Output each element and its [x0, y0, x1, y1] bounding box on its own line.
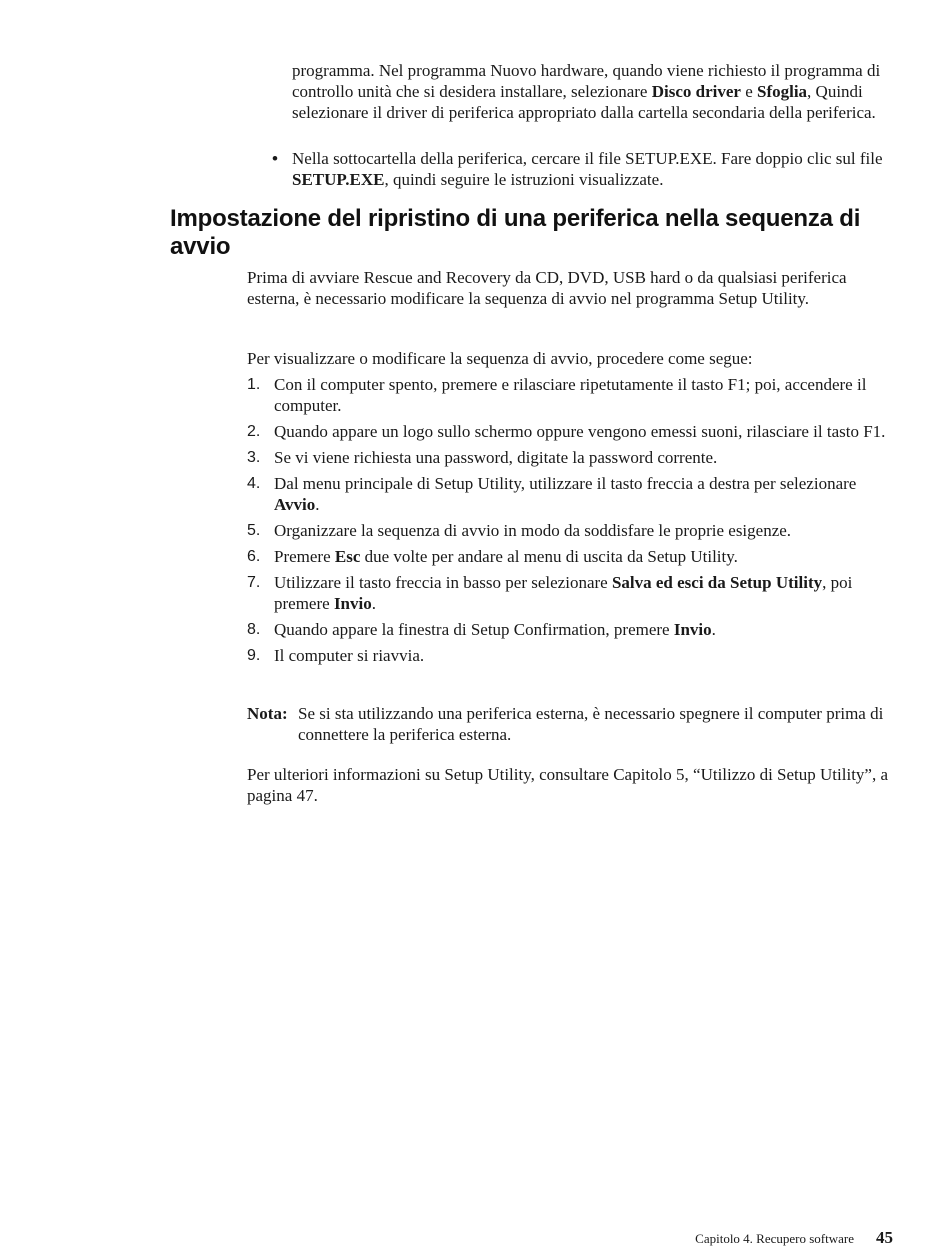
step-bold-text: Invio [333, 594, 372, 613]
step-text: . [711, 620, 716, 639]
step-number: 3. [247, 449, 261, 466]
step-number: 8. [247, 621, 261, 638]
step-text: Dal menu principale di Setup Utility, utilizzare il tasto freccia a destra per selezionare [274, 474, 857, 493]
step-text: Se vi viene richiesta una password, digitate la password corrente. [274, 448, 718, 467]
bullet-text-a: Nella sottocartella della periferica, cercare il file SETUP.EXE. Fare doppio clic sul file [292, 149, 883, 168]
bullet-item [272, 148, 892, 190]
footer-page-number: 45 [876, 1228, 893, 1247]
more-info-paragraph: Per ulteriori informazioni su Setup Utility, consultare Capitolo 5, “Utilizzo di Setup Utility”, a pagina 47. [247, 765, 889, 805]
step-text: due volte per andare al menu di uscita da Setup Utility. [360, 547, 738, 566]
step-text: Utilizzare il tasto freccia in basso per selezionare [274, 573, 612, 592]
step-item [247, 374, 895, 416]
continuation-bold-b: Sfoglia [756, 82, 808, 101]
step-number: 1. [247, 376, 261, 393]
continuation-bold-a: Disco driver [651, 82, 741, 101]
step-text: , poi premere [274, 573, 853, 613]
step-text: Quando appare la finestra di Setup Confirmation, premere [274, 620, 674, 639]
step-text: . [371, 594, 376, 613]
continuation-text-a: programma. Nel programma Nuovo hardware, quando viene richiesto il programma di controllo unità che si desidera installare, selezionare [292, 61, 881, 101]
step-item [247, 447, 895, 468]
step-bold-text: Esc [334, 547, 361, 566]
step-text: Premere [274, 547, 335, 566]
step-number: 2. [247, 423, 261, 440]
step-item [247, 619, 895, 640]
step-text: Con il computer spento, premere e rilasciare ripetutamente il tasto F1; poi, accendere il computer. [274, 375, 867, 415]
continuation-text-c: , Quindi selezionare il driver di periferica appropriato dalla cartella secondaria della periferica. [292, 82, 876, 122]
bullet-bold-a: SETUP.EXE [292, 170, 385, 189]
continuation-paragraph [292, 60, 892, 123]
step-item [247, 421, 895, 442]
continuation-text-b: e [740, 82, 757, 101]
step-item [247, 473, 895, 515]
step-text: Il computer si riavvia. [274, 646, 425, 665]
step-text: Organizzare la sequenza di avvio in modo da soddisfare le proprie esigenze. [274, 521, 792, 540]
note-block [247, 703, 895, 745]
step-item [247, 572, 895, 614]
step-text: . [315, 495, 320, 514]
step-number: 4. [247, 475, 261, 492]
bullet-text [292, 148, 892, 190]
page-footer [695, 1228, 893, 1248]
step-item [247, 546, 895, 567]
step-bold-text: Avvio [274, 495, 316, 514]
steps-lead-paragraph: Per visualizzare o modificare la sequenza di avvio, procedere come segue: [247, 349, 753, 368]
note-label: Nota: [247, 704, 288, 723]
bullet-text-b: , quindi seguire le istruzioni visualizzate. [384, 170, 664, 189]
step-bold-text: Salva ed esci da Setup Utility [611, 573, 823, 592]
step-text: Quando appare un logo sullo schermo oppure vengono emessi suoni, rilasciare il tasto F1. [274, 422, 886, 441]
note-text: Se si sta utilizzando una periferica esterna, è necessario spegnere il computer prima di connettere la periferica esterna. [298, 704, 884, 744]
section-heading: Impostazione del ripristino di una periferica nella sequenza di avvio [170, 205, 861, 260]
step-bold-text: Invio [673, 620, 712, 639]
step-number: 5. [247, 522, 261, 539]
step-number: 6. [247, 548, 261, 565]
steps-list [247, 374, 895, 671]
step-number: 9. [247, 647, 261, 664]
intro-paragraph: Prima di avviare Rescue and Recovery da CD, DVD, USB hard o da qualsiasi periferica esterna, è necessario modificare la sequenza di avvio nel programma Setup Utility. [247, 268, 847, 308]
footer-chapter-title: Capitolo 4. Recupero software [695, 1231, 854, 1246]
step-number: 7. [247, 574, 261, 591]
step-item [247, 520, 895, 541]
step-item [247, 645, 895, 666]
bullet-mark: • [272, 149, 278, 168]
